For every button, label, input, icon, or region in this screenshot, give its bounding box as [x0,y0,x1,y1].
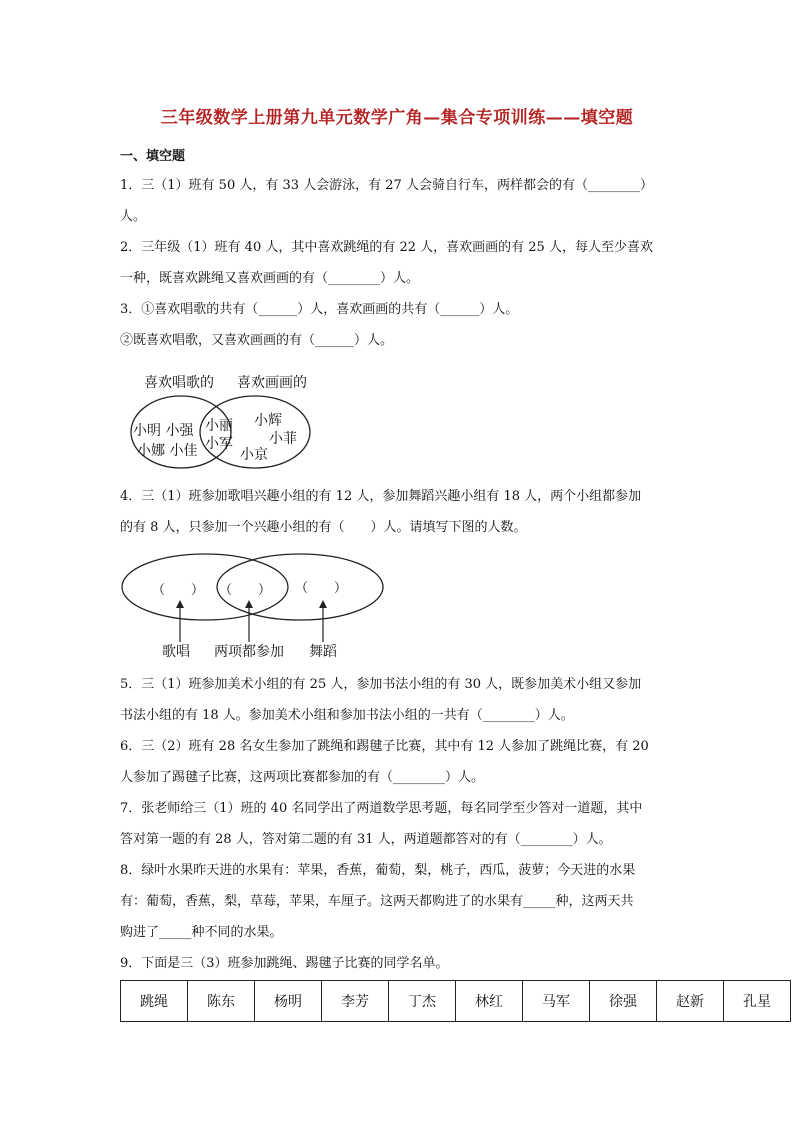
q3-line2: ②既喜欢唱歌，又喜欢画画的有（______）人。 [120,333,394,348]
venn1-right-name-1: 小辉 [254,413,282,429]
venn2-label-both: 两项都参加 [214,644,284,660]
venn1-mid-name-2: 小军 [205,436,233,452]
venn1-right-name-2: 小菲 [269,431,297,447]
name-table [120,980,791,1022]
venn2-blank-left: （ ） [152,583,205,598]
venn1-label-right: 喜欢画画的 [237,375,307,391]
table-cell: 陈东 [188,981,255,1022]
venn1-left-names-1: 小明 小强 [133,423,194,439]
venn2-blank-right: （ ） [295,581,348,596]
arrow-dance-head [319,600,327,608]
q2-line2: 一种，既喜欢跳绳又喜欢画画的有（________）人。 [120,271,420,286]
venn2-blank-mid: （ ） [219,583,272,598]
q6-line1: 6．三（2）班有 28 名女生参加了跳绳和踢毽子比赛，其中有 12 人参加了跳绳比赛，有 20 [120,739,649,754]
table-row [121,981,791,1022]
q9-line1: 9．下面是三（3）班参加跳绳、踢毽子比赛的同学名单。 [120,956,449,971]
q6-line2: 人参加了踢毽子比赛，这两项比赛都参加的有（________）人。 [120,770,485,785]
table-cell: 杨明 [255,981,322,1022]
q4-line2: 的有 8 人，只参加一个兴趣小组的有（ ）人。请填写下图的人数。 [120,520,527,535]
q1-line1: 1．三（1）班有 50 人，有 33 人会游泳，有 27 人会骑自行车，两样都会的有（________） [120,178,653,193]
venn2-label-sing: 歌唱 [162,644,190,660]
table-cell: 徐强 [590,981,657,1022]
arrow-both-head [245,600,253,608]
q5-line1: 5．三（1）班参加美术小组的有 25 人，参加书法小组的有 30 人，既参加美术小组又参加 [120,677,642,692]
arrow-sing-head [176,600,184,608]
q1-line2: 人。 [120,209,147,224]
q8-line3: 购进了_____种不同的水果。 [120,925,283,940]
venn1-right-name-3: 小京 [240,447,268,463]
q3-line1: 3．①喜欢唱歌的共有（______）人，喜欢画画的共有（______）人。 [120,302,519,317]
table-cell: 马军 [523,981,590,1022]
section-heading: 一、填空题 [120,149,186,164]
q8-line2: 有：葡萄，香蕉，梨，草莓，苹果，车厘子。这两天都购进了的水果有_____种，这两天共 [120,894,634,909]
table-cell: 孔星 [724,981,791,1022]
q4-line1: 4．三（1）班参加歌唱兴趣小组的有 12 人，参加舞蹈兴趣小组有 18 人，两个小组都参加 [120,489,642,504]
q7-line1: 7．张老师给三（1）班的 40 名同学出了两道数学思考题，每名同学至少答对一道题，其中 [120,801,643,816]
venn1-mid-name-1: 小丽 [205,418,233,434]
table-cell: 林红 [456,981,523,1022]
page-title: 三年级数学上册第九单元数学广角—集合专项训练——填空题 [160,108,634,128]
venn2-label-dance: 舞蹈 [309,644,337,660]
venn1-label-left: 喜欢唱歌的 [144,375,214,391]
table-cell: 李芳 [322,981,389,1022]
table-cell: 跳绳 [121,981,188,1022]
q5-line2: 书法小组的有 18 人。参加美术小组和参加书法小组的一共有（________）人。 [120,708,574,723]
table-cell: 赵新 [657,981,724,1022]
venn1-left-names-2: 小娜 小佳 [137,443,198,459]
q2-line1: 2．三年级（1）班有 40 人，其中喜欢跳绳的有 22 人，喜欢画画的有 25 人，每人至少喜欢 [120,240,653,255]
q8-line1: 8．绿叶水果昨天进的水果有：苹果，香蕉，葡萄，梨，桃子，西瓜，菠萝；今天进的水果 [120,863,636,878]
q7-line2: 答对第一题的有 28 人，答对第二题的有 31 人，两道题都答对的有（________）人。 [120,832,612,847]
table-cell: 丁杰 [389,981,456,1022]
